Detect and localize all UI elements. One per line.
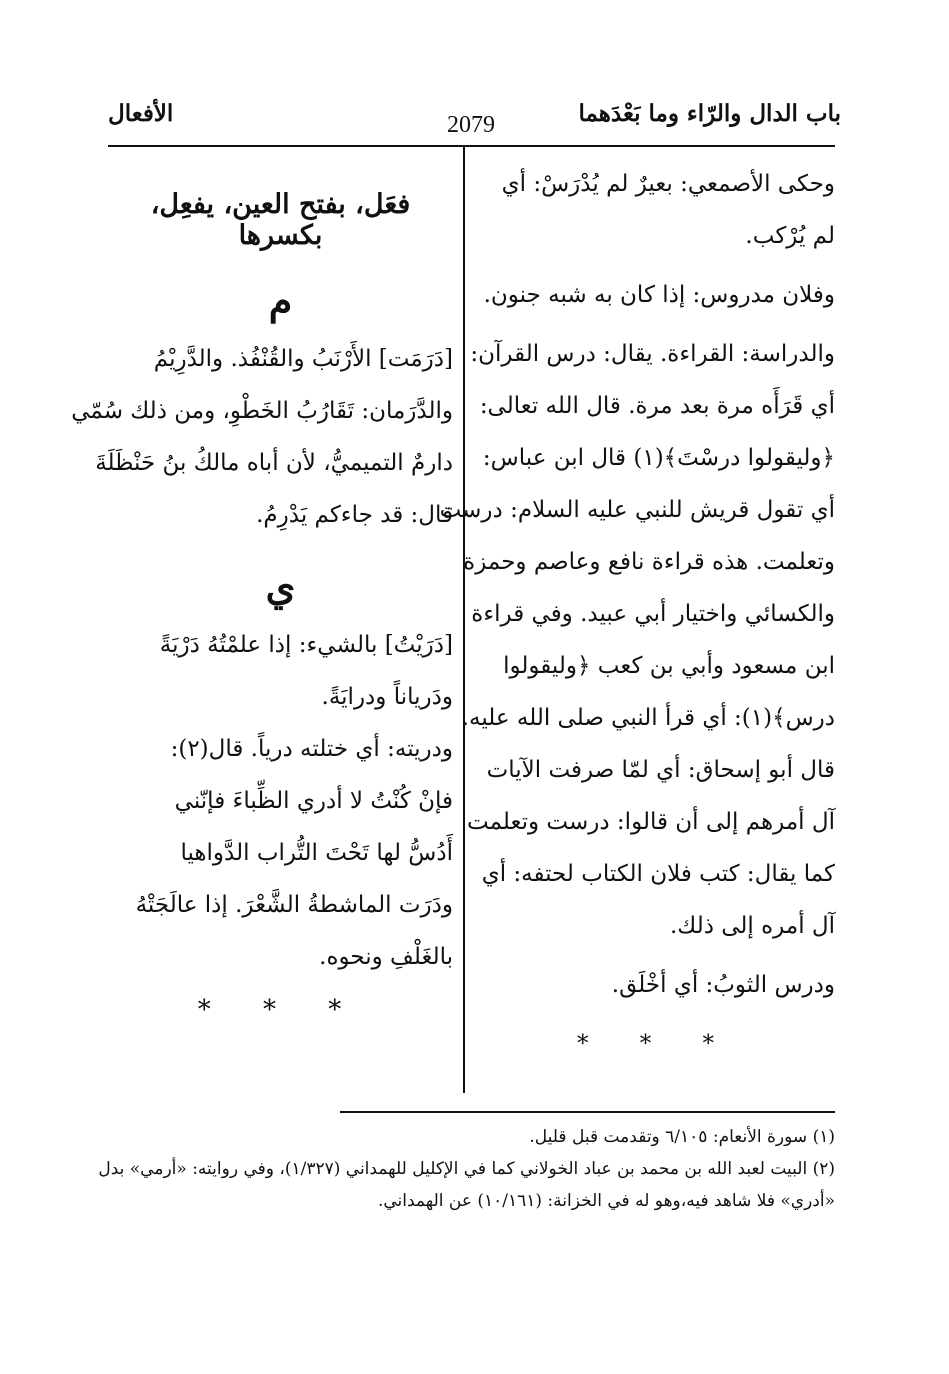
text-line: والدَّرَمان: تَقَارُبُ الخَطْوِ، ومن ذلك سُمّي bbox=[71, 398, 453, 424]
left-column bbox=[71, 175, 453, 1025]
section-title: فعَل، بفتح العين، يفعِل، بكسرها bbox=[150, 189, 411, 251]
letter-heading-m: م bbox=[268, 278, 293, 323]
text-line: بالغَلْفِ ونحوه. bbox=[319, 944, 453, 970]
text-line: كما يقال: كتب فلان الكتاب لحتفه: أي bbox=[481, 861, 835, 887]
header-rule bbox=[108, 145, 835, 147]
text-line: ﴿وليقولوا درسْتَ﴾(١) قال ابن عباس: bbox=[482, 445, 835, 471]
footnote: (٢) البيت لعبد الله بن محمد بن عباد الخولاني كما في الإكليل للهمداني (١/٣٢٧)، وفي روايته: «أرمي» بدل bbox=[98, 1159, 835, 1179]
text-line: آل أمره إلى ذلك. bbox=[670, 913, 835, 939]
text-line: ودريته: أي ختلته درياً. قال(٢): bbox=[170, 736, 453, 762]
footnote: (١) سورة الأنعام: ٦/١٠٥ وتقدمت قبل قليل. bbox=[529, 1127, 835, 1147]
text-line: ودَرياناً ودرايَةً. bbox=[321, 684, 453, 710]
right-column bbox=[439, 170, 835, 1082]
entry-daraya bbox=[108, 631, 453, 972]
text-line: وفلان مدروس: إذا كان به شبه جنون. bbox=[483, 282, 835, 308]
text-line: قال أبو إسحاق: أي لمّا صرفت الآيات bbox=[486, 757, 835, 783]
text-line: ودَرَت الماشطةُ الشَّعْرَ. إذا عالَجَتْهُ bbox=[135, 892, 453, 918]
column-divider bbox=[463, 147, 465, 1093]
text-line: [دَرَمَت] الأَرْنَبُ والقُنْفُذ. والدَّرِيْمُ bbox=[153, 346, 453, 372]
entry-darama bbox=[71, 345, 453, 530]
running-header-chapter: باب الدال والرّاء وما بَعْدَهما bbox=[578, 100, 841, 127]
footnote: «أدري» فلا شاهد فيه،وهو له في الخزانة: (١٠/١٦١) عن الهمداني. bbox=[377, 1191, 835, 1211]
text-line: والدراسة: القراءة. يقال: درس القرآن: bbox=[470, 341, 835, 367]
text-line: فإنْ كُنْتُ لا أدري الظِّباءَ فإنّني bbox=[174, 788, 453, 814]
text-line: [دَرَيْتُ] بالشيء: إذا علمْتُهُ دَرْيَةً bbox=[159, 632, 453, 658]
text-line: أي تقول قريش للنبي عليه السلام: درست bbox=[439, 497, 835, 523]
text-line: أَدُسُّ لها تَحْتَ التُّراب الدَّواهيا bbox=[180, 840, 453, 866]
text-line: وحكى الأصمعي: بعيرٌ لم يُدْرَسْ: أي bbox=[501, 171, 835, 197]
text-line: آل أمرهم إلى أن قالوا: درست وتعلمت bbox=[467, 809, 835, 835]
section-end-stars: * * * bbox=[576, 1031, 737, 1057]
footnotes bbox=[100, 1126, 835, 1222]
text-line: قال: قد جاءكم يَدْرِمُ. bbox=[256, 502, 453, 528]
text-line: أي قَرَأَه مرة بعد مرة. قال الله تعالى: bbox=[479, 393, 835, 419]
section-end-stars: * * * bbox=[197, 995, 364, 1025]
text-line: وتعلمت. هذه قراءة نافع وعاصم وحمزة bbox=[463, 549, 835, 575]
text-line: دارمٌ التميميُّ، لأن أباه مالكُ بنُ حَنْظَلَةَ bbox=[95, 450, 453, 476]
text-line: ابن مسعود وأبي بن كعب ﴿وليقولوا bbox=[503, 653, 835, 679]
text-line: ودرس الثوبُ: أي أخْلَق. bbox=[611, 972, 835, 998]
footnote-rule bbox=[340, 1111, 835, 1113]
text-line: لم يُرْكب. bbox=[745, 223, 835, 249]
text-line: والكسائي واختيار أبي عبيد. وفي قراءة bbox=[471, 601, 835, 627]
running-header-section: الأفعال bbox=[108, 100, 174, 127]
page-number: 2079 bbox=[447, 112, 495, 138]
letter-heading-y: ي bbox=[265, 564, 296, 609]
text-line: درس﴾(١): أي قرأ النبي صلى الله عليه. bbox=[461, 705, 835, 731]
